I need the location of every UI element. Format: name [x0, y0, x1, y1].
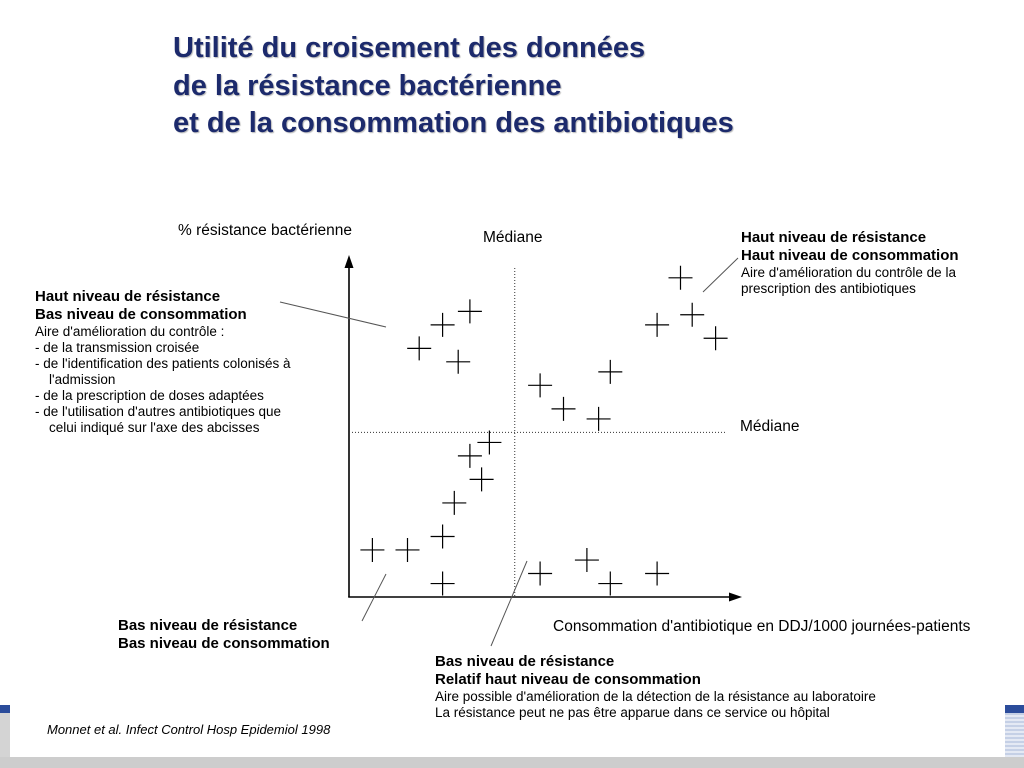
data-point-9 — [528, 373, 552, 397]
annotation-heading: Haut niveau de résistance — [35, 287, 221, 305]
data-point-12 — [587, 407, 611, 431]
y-axis-arrow — [345, 255, 354, 268]
y-axis-label: % résistance bactérienne — [178, 222, 353, 239]
slide-title — [173, 30, 734, 143]
annotation-top-left — [35, 288, 290, 436]
data-point-11 — [552, 397, 576, 421]
data-point-15 — [470, 467, 494, 491]
annotation-bottom-left — [118, 617, 330, 653]
data-point-5 — [669, 266, 693, 290]
data-point-14 — [458, 444, 482, 468]
annotation-heading: Bas niveau de résistance — [118, 616, 298, 634]
data-point-18 — [360, 538, 384, 562]
citation — [47, 722, 330, 738]
annotation-text: prescription des antibiotiques — [741, 280, 916, 296]
annotation-text: La résistance peut ne pas être apparue dans ce service ou hôpital — [435, 704, 830, 720]
data-point-3 — [407, 336, 431, 360]
leader-line-top-left — [280, 302, 386, 327]
title-line-3: et de la consommation des antibiotiques — [173, 107, 734, 139]
title-line-1: Utilité du croisement des données — [173, 32, 646, 64]
annotation-text: celui indiqué sur l'axe des abcisses — [49, 419, 260, 435]
data-point-6 — [645, 313, 669, 337]
x-axis-label: Consommation d'antibiotique en DDJ/1000 journées-patients — [553, 618, 971, 635]
median-horizontal-label: Médiane — [740, 418, 800, 435]
annotation-text: Aire d'amélioration du contrôle de la — [741, 264, 956, 280]
data-point-21 — [528, 561, 552, 585]
data-point-13 — [477, 430, 501, 454]
data-point-10 — [598, 360, 622, 384]
annotation-heading: Bas niveau de consommation — [118, 634, 330, 652]
annotation-heading: Relatif haut niveau de consommation — [435, 670, 701, 688]
data-point-4 — [446, 350, 470, 374]
citation-authors: Monnet et al. — [47, 722, 123, 737]
leader-line-bottom-right — [491, 561, 527, 646]
title-line-2: de la résistance bactérienne — [173, 69, 562, 102]
data-point-7 — [680, 303, 704, 327]
data-point-8 — [704, 326, 728, 350]
annotation-text: l'admission — [49, 371, 116, 387]
annotation-text: - de l'identification des patients colonisés à — [35, 355, 291, 371]
data-point-16 — [442, 491, 466, 515]
annotation-top-right — [741, 229, 959, 297]
annotation-text: - de la prescription de doses adaptées — [35, 387, 264, 403]
annotation-heading: Bas niveau de consommation — [35, 305, 247, 323]
x-axis-arrow — [729, 593, 742, 602]
data-point-17 — [431, 525, 455, 549]
data-point-19 — [396, 538, 420, 562]
leader-line-top-right — [703, 258, 738, 292]
annotation-text: - de la transmission croisée — [35, 339, 200, 355]
data-point-24 — [645, 561, 669, 585]
annotation-bottom-right — [435, 653, 876, 721]
data-point-23 — [598, 572, 622, 596]
data-point-2 — [431, 313, 455, 337]
citation-journal: Infect Control Hosp Epidemiol — [125, 722, 298, 737]
median-vertical-label: Médiane — [483, 229, 543, 246]
annotation-heading: Haut niveau de résistance — [741, 228, 927, 246]
data-points — [360, 266, 727, 596]
annotation-text: Aire possible d'amélioration de la détection de la résistance au laboratoire — [435, 688, 876, 704]
data-point-20 — [431, 572, 455, 596]
annotation-heading: Haut niveau de consommation — [741, 246, 959, 264]
annotation-text: Aire d'amélioration du contrôle : — [35, 323, 225, 339]
data-point-22 — [575, 548, 599, 572]
data-point-1 — [458, 299, 482, 323]
annotation-text: - de l'utilisation d'autres antibiotiques que — [35, 403, 282, 419]
citation-year: 1998 — [301, 722, 331, 737]
annotation-heading: Bas niveau de résistance — [435, 652, 615, 670]
